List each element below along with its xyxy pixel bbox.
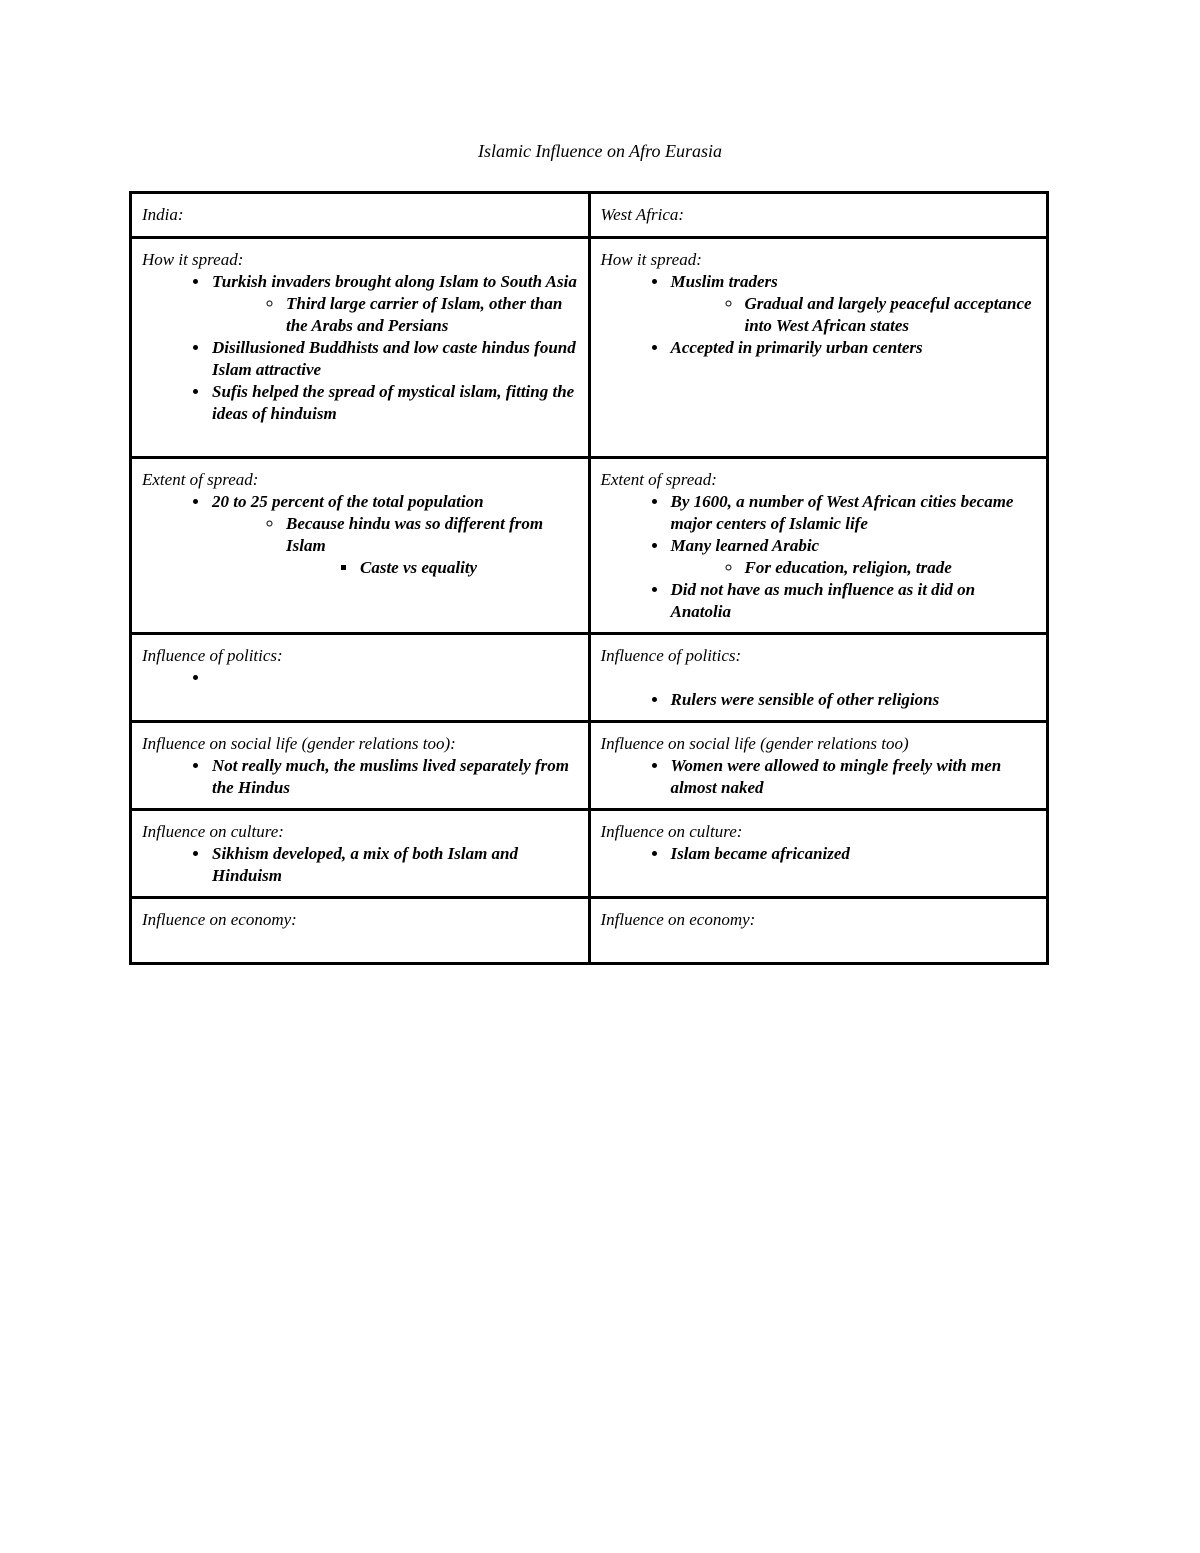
- list-item: • Turkish invaders brought along Islam to South Asia ◦ Third large carrier of Islam, other than the Arabs and Persians: [210, 271, 578, 337]
- row-label: Influence on economy:: [600, 910, 756, 929]
- row-label: Influence on social life (gender relations too): [600, 734, 909, 753]
- table-row: [131, 634, 1048, 722]
- spread-cell-west-africa: [589, 238, 1048, 458]
- list-item: • By 1600, a number of West African cities became major centers of Islamic life: [669, 491, 1037, 535]
- bullet-list: [601, 491, 1037, 623]
- social-cell-west-africa: [589, 722, 1048, 810]
- table-row: [131, 898, 1048, 964]
- list-item: • Not really much, the muslims lived separately from the Hindus: [210, 755, 578, 799]
- bullet-list: [142, 667, 578, 689]
- list-item: ◦ For education, religion, trade: [743, 557, 1037, 579]
- bullet-list: [142, 491, 578, 579]
- row-label: How it spread:: [600, 250, 702, 269]
- list-item: • Islam became africanized: [669, 843, 1037, 865]
- row-label: How it spread:: [142, 250, 244, 269]
- bullet-list: [601, 755, 1037, 799]
- list-item: • Many learned Arabic ◦ For education, religion, trade: [669, 535, 1037, 579]
- list-item: • Women were allowed to mingle freely with men almost naked: [669, 755, 1037, 799]
- list-item: • Accepted in primarily urban centers: [669, 337, 1037, 359]
- list-item: [210, 667, 578, 689]
- table-row: [131, 458, 1048, 634]
- economy-cell-west-africa: [589, 898, 1048, 964]
- row-label: Influence of politics:: [142, 646, 283, 665]
- economy-cell-india: [131, 898, 590, 964]
- comparison-table: [129, 191, 1049, 965]
- row-label: Influence on culture:: [600, 822, 743, 841]
- culture-cell-west-africa: [589, 810, 1048, 898]
- list-item: ◦ Because hindu was so different from Islam ▪ Caste vs equality: [284, 513, 578, 579]
- table-row: [131, 238, 1048, 458]
- row-label: Influence of politics:: [600, 646, 742, 665]
- spread-cell-india: [131, 238, 590, 458]
- bullet-sublist: [212, 513, 578, 579]
- row-label: Influence on social life (gender relations too):: [142, 734, 456, 753]
- row-label: Influence on culture:: [142, 822, 284, 841]
- row-label: Influence on economy:: [142, 910, 297, 929]
- culture-cell-india: [131, 810, 590, 898]
- header-cell-west-africa: [589, 193, 1048, 238]
- list-item: • Did not have as much influence as it did on Anatolia: [669, 579, 1037, 623]
- row-label: Extent of spread:: [600, 470, 717, 489]
- list-item: • Rulers were sensible of other religions: [669, 689, 1037, 711]
- table-row: [131, 810, 1048, 898]
- politics-cell-west-africa: [589, 634, 1048, 722]
- extent-cell-west-africa: [589, 458, 1048, 634]
- row-label: Extent of spread:: [142, 470, 259, 489]
- bullet-list: [142, 843, 578, 887]
- table-row: [131, 193, 1048, 238]
- bullet-sublist: [671, 293, 1037, 337]
- list-item: • Disillusioned Buddhists and low caste hindus found Islam attractive: [210, 337, 578, 381]
- bullet-sublist: [286, 557, 578, 579]
- list-item: • Sikhism developed, a mix of both Islam and Hinduism: [210, 843, 578, 887]
- bullet-list: [142, 271, 578, 425]
- politics-cell-india: [131, 634, 590, 722]
- bullet-list: [601, 689, 1037, 711]
- list-item: ◦ Third large carrier of Islam, other than the Arabs and Persians: [284, 293, 578, 337]
- table-row: [131, 722, 1048, 810]
- list-item: ◦ Gradual and largely peaceful acceptance into West African states: [743, 293, 1037, 337]
- list-item: • 20 to 25 percent of the total population ◦ Because hindu was so different from Islam ▪ Caste vs equality: [210, 491, 578, 579]
- column-header-india: India:: [142, 205, 184, 224]
- bullet-list: [601, 843, 1037, 865]
- column-header-west-africa: West Africa:: [600, 205, 685, 224]
- bullet-sublist: [212, 293, 578, 337]
- document-title: Islamic Influence on Afro Eurasia: [478, 141, 722, 161]
- list-item: ▪ Caste vs equality: [358, 557, 578, 579]
- social-cell-india: [131, 722, 590, 810]
- header-cell-india: [131, 193, 590, 238]
- bullet-list: [142, 755, 578, 799]
- bullet-sublist: [671, 557, 1037, 579]
- extent-cell-india: [131, 458, 590, 634]
- bullet-list: [601, 271, 1037, 359]
- list-item: • Sufis helped the spread of mystical islam, fitting the ideas of hinduism: [210, 381, 578, 425]
- list-item: • Muslim traders ◦ Gradual and largely peaceful acceptance into West African states: [669, 271, 1037, 337]
